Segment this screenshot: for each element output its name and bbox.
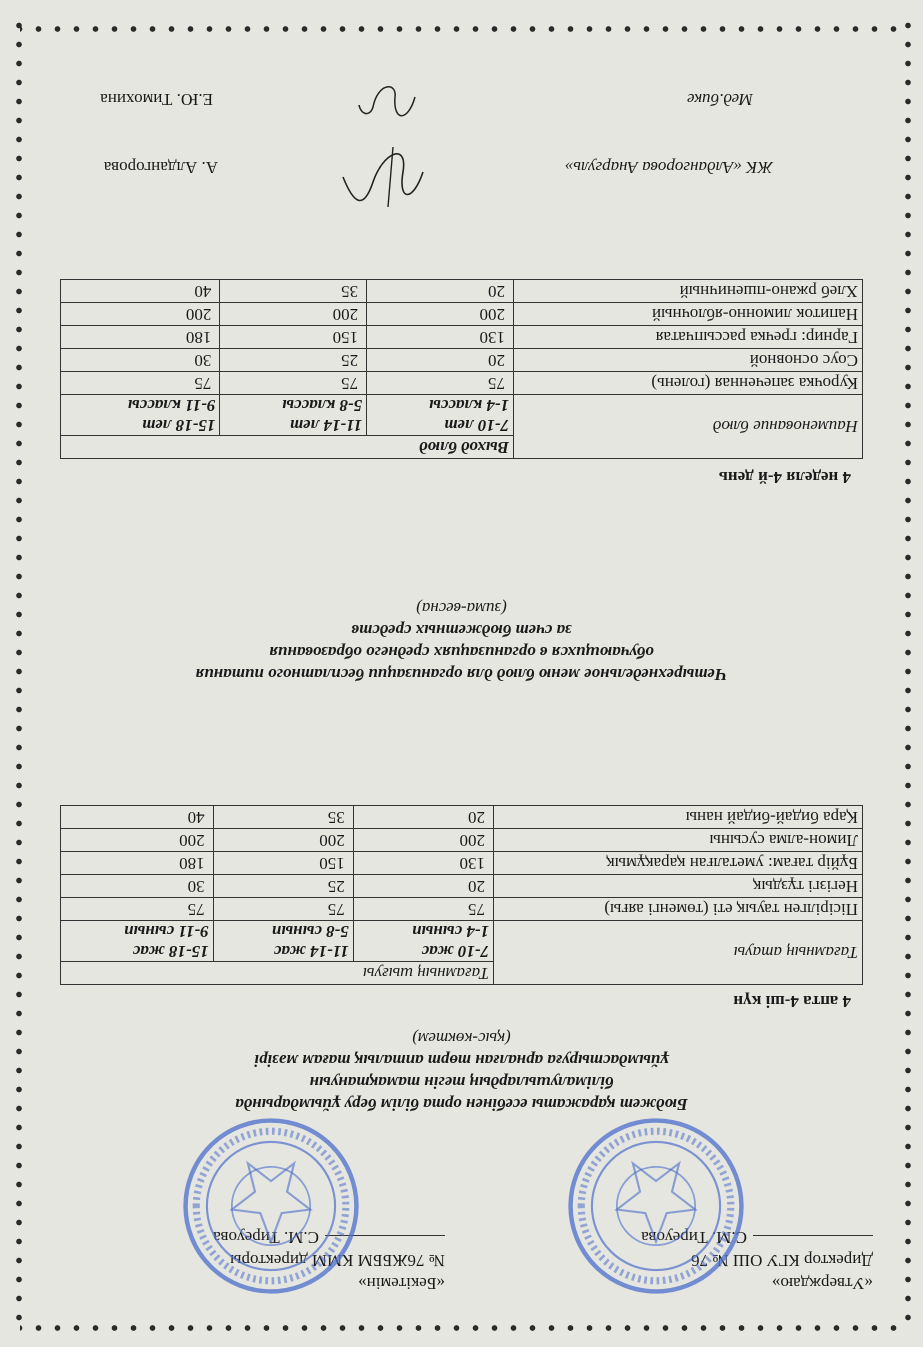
- table-row: Бұйір тағам: уметалған қарақұмық 130 150 180: [61, 852, 863, 875]
- table-row: Курочка запеченная (голень) 75 75 75: [61, 372, 863, 395]
- signature-icon: [333, 142, 433, 212]
- table-row: Соус основной 20 25 30: [61, 349, 863, 372]
- perforation-right: [14, 20, 24, 1327]
- ru-season: (зима-весна): [416, 599, 507, 618]
- table-row: Гарнир: гречка рассыпчатая 130 150 180: [61, 326, 863, 349]
- kz-day-heading: 4 апта 4-ші күн: [733, 992, 851, 1011]
- ru-menu-table: [60, 279, 863, 459]
- table-row: Хлеб ржано-пшеничный 20 35 40: [61, 280, 863, 303]
- stamp-icon: [567, 1117, 745, 1295]
- supplier-name: А. Алдангорова: [103, 158, 218, 177]
- approval-signer-name: С.М. Тиреуова: [641, 1228, 747, 1247]
- approval-signer-name: С.М. Тиреуова: [213, 1228, 319, 1247]
- table-row: Қара бидай-бидай наны 20 35 40: [61, 806, 863, 829]
- approval-position: Директор КГУ ОШ № 76: [691, 1251, 873, 1270]
- kz-age-col: 7-10 жас 1-4 сынып: [353, 921, 493, 962]
- kz-age-col: 15-18 жас 9-11 сынып: [61, 921, 214, 962]
- ru-age-col: 15-18 лет 9-11 классы: [61, 395, 220, 436]
- nurse-label: Мед.бике: [686, 90, 753, 109]
- signature-icon: [353, 77, 423, 127]
- kz-col-output: Тағамның шығуы: [61, 962, 494, 985]
- table-row: Лимон-алма сусыны 200 200 200: [61, 829, 863, 852]
- ru-age-col: 7-10 лет 1-4 классы: [367, 395, 514, 436]
- stamp-icon: [182, 1117, 360, 1295]
- kz-menu-title: Бюджет қаражаты есебінен орта білім беру ұйымдарында білімалушылардың тегін тамақтануын ұйымдастыруға арналған төрт апталық тағам мәзірі (қыс-көктем): [40, 1027, 883, 1115]
- kz-menu-table: [60, 805, 863, 985]
- approval-title: «Утверждаю»: [771, 1274, 873, 1293]
- perforation-top: [20, 1323, 903, 1333]
- kz-season: (қыс-көктем): [412, 1029, 511, 1048]
- kz-age-col: 11-14 жас 5-8 сынып: [213, 921, 353, 962]
- nurse-name: Е.Ю. Тимохина: [100, 90, 213, 109]
- ru-age-col: 11-14 лет 5-8 классы: [220, 395, 367, 436]
- perforation-bottom: [20, 24, 903, 34]
- table-row: Напиток лимонно-яблочный 200 200 200: [61, 303, 863, 326]
- approval-title: «Бекітемін»: [358, 1274, 445, 1293]
- ru-day-heading: 4 неделя 4-й день: [718, 468, 851, 487]
- kz-col-dish: Тағамның атауы: [494, 921, 863, 985]
- approval-position: № 76ЖББМ КММ директоры: [230, 1251, 445, 1270]
- perforation-left: [903, 20, 913, 1327]
- ru-col-output: Выход блюд: [61, 436, 514, 459]
- ru-menu-title: Четырехнедельное меню блюд для организации бесплатного питания обучающихся в организациях среднего образования за счет бюджетных средств (зима-весна): [40, 597, 883, 685]
- table-row: Пісірілген тауық еті (төменгі аяғы) 75 75 75: [61, 898, 863, 921]
- supplier-label: ЖК «Алдангорова Анаргуль»: [564, 158, 773, 177]
- signature-line: [753, 1235, 873, 1237]
- ru-col-dish: Наименование блюд: [514, 395, 863, 459]
- table-row: Негізгі тұздық 20 25 30: [61, 875, 863, 898]
